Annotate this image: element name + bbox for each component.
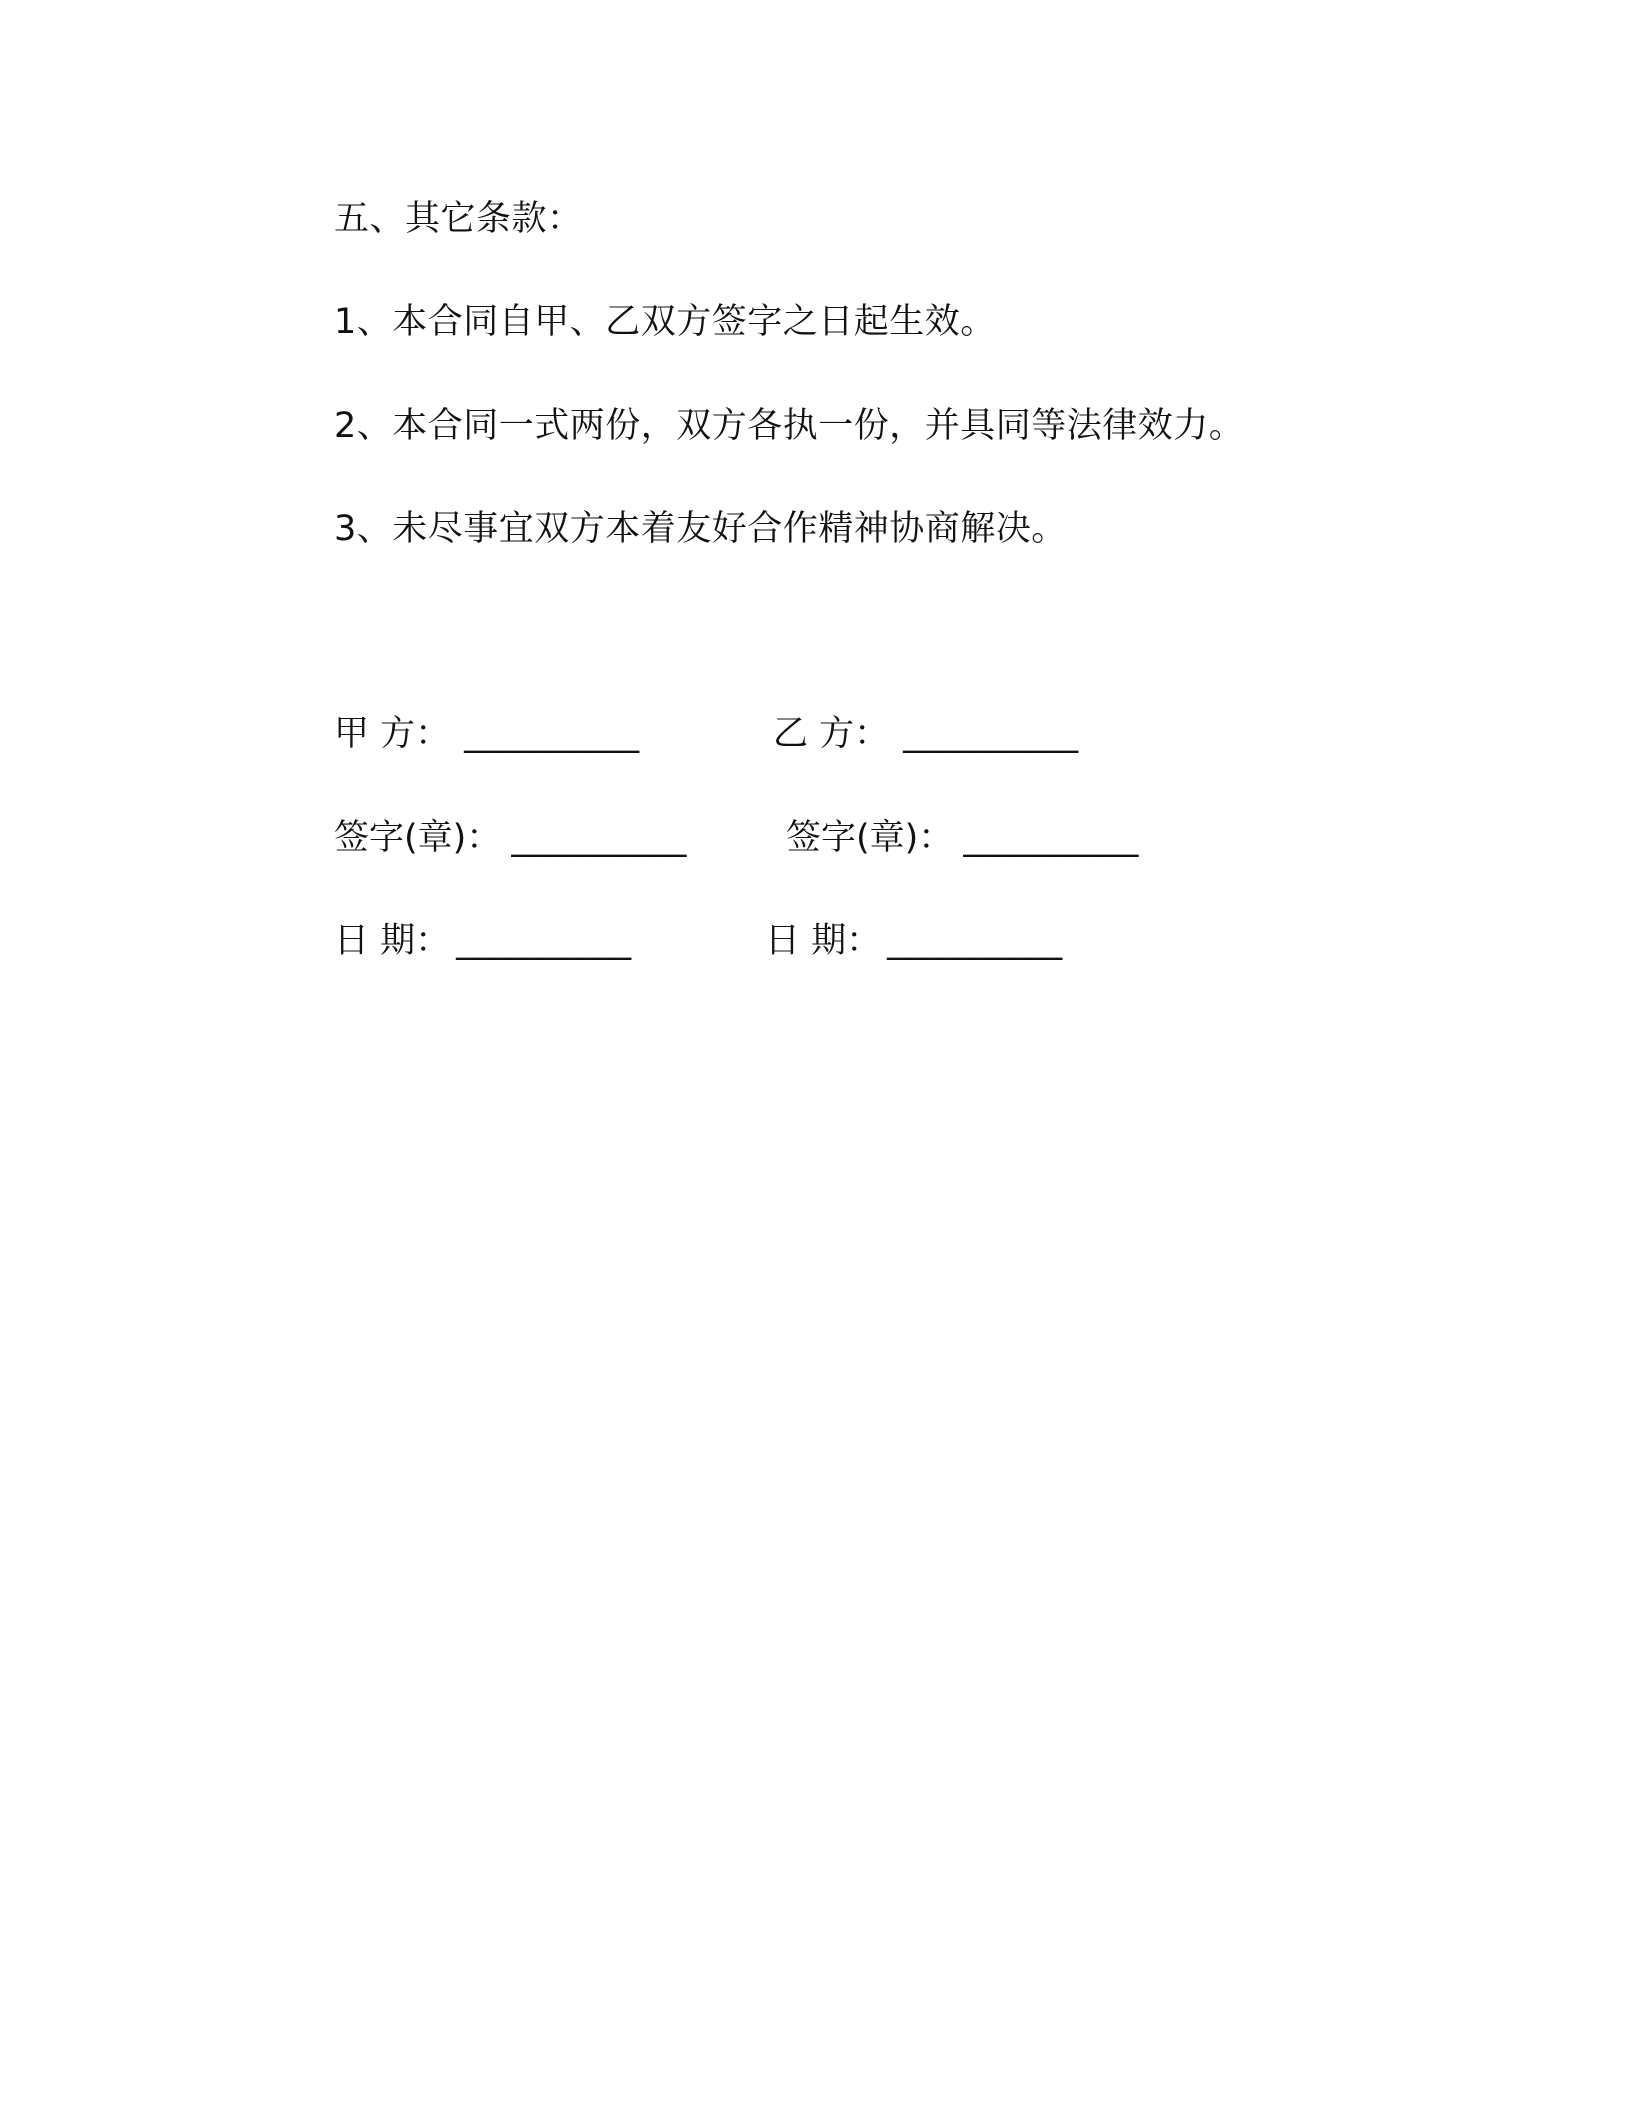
date-a-blank: __________ — [456, 921, 632, 961]
party-a-label: 甲 方： — [334, 714, 451, 754]
sign-b-field — [786, 815, 1138, 861]
clause-2: 2、本合同一式两份，双方各执一份，并具同等法律效力。 — [334, 406, 1245, 446]
party-b-blank: __________ — [903, 714, 1079, 754]
signature-row-date — [0, 918, 1632, 968]
party-b-label: 乙 方： — [773, 714, 890, 754]
date-b-label: 日 期： — [765, 921, 882, 961]
sign-a-field — [334, 815, 686, 861]
signature-row-party — [0, 711, 1632, 761]
party-a-field — [334, 711, 639, 757]
party-b-field — [773, 711, 1078, 757]
section-heading: 五、其它条款： — [334, 199, 583, 239]
sign-a-blank: __________ — [511, 818, 687, 858]
date-a-label: 日 期： — [334, 921, 451, 961]
party-a-blank: __________ — [464, 714, 640, 754]
signature-row-sign — [0, 815, 1632, 865]
date-a-field — [334, 918, 631, 964]
date-b-blank: __________ — [887, 921, 1063, 961]
sign-b-label: 签字(章)： — [786, 818, 954, 858]
clause-3: 3、未尽事宜双方本着友好合作精神协商解决。 — [334, 509, 1067, 549]
clause-1: 1、本合同自甲、乙双方签字之日起生效。 — [334, 302, 996, 342]
sign-b-blank: __________ — [963, 818, 1139, 858]
date-b-field — [765, 918, 1062, 964]
sign-a-label: 签字(章)： — [334, 818, 502, 858]
